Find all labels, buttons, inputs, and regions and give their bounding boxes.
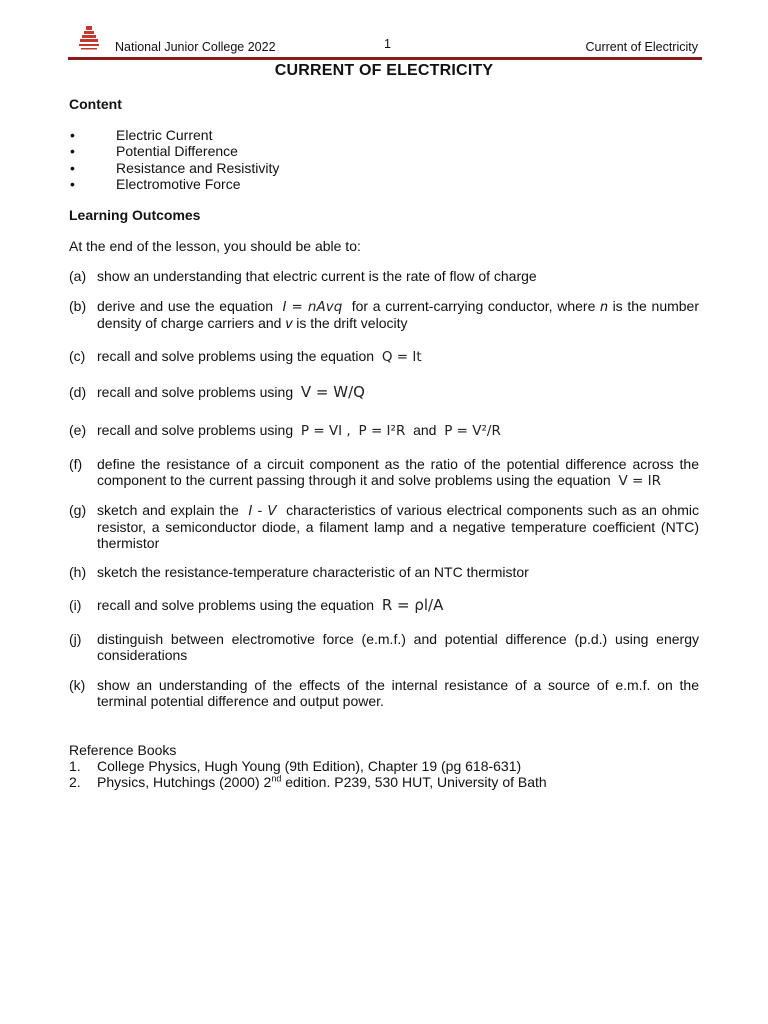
reference-books: [69, 742, 547, 790]
outcome-k: (k) show an understanding of the effects of the internal resistance of a source of e.m.f. on the terminal potential difference and output power.: [69, 677, 699, 709]
equation: I - V: [248, 503, 277, 519]
equation: P = VI ,: [300, 423, 351, 439]
header-divider: [68, 57, 702, 60]
equation: I = nAvq: [282, 299, 343, 315]
equation: V = W/Q: [300, 383, 365, 401]
header-topic: Current of Electricity: [585, 40, 698, 54]
outcome-e: (e) recall and solve problems using P = VI , P = I²R and P = V²/R: [69, 422, 501, 439]
list-item: 1. College Physics, Hugh Young (9th Edition), Chapter 19 (pg 618-631): [69, 758, 522, 774]
references-heading: Reference Books: [69, 742, 177, 758]
equation: Q = It: [381, 349, 422, 365]
list-item: • Resistance and Resistivity: [70, 159, 280, 176]
college-logo-icon: [78, 24, 100, 52]
outcome-h: (h) sketch the resistance-temperature characteristic of an NTC thermistor: [69, 564, 529, 580]
outcome-d: (d) recall and solve problems using V = W/Q: [69, 383, 365, 401]
equation: P = I²R: [358, 423, 406, 439]
outcome-a: (a) show an understanding that electric current is the rate of flow of charge: [69, 268, 537, 284]
outcome-i: (i) recall and solve problems using the equation R = ρl/A: [69, 596, 444, 614]
outcome-g: (g) sketch and explain the I - V characteristics of various electrical components such as an ohmic resistor, a semiconductor diode, a filament lamp and a negative temperature coefficient (NTC) thermistor: [69, 502, 700, 551]
list-item: • Electric Current: [70, 127, 213, 143]
page-number: 1: [384, 37, 391, 51]
outcome-c: (c) recall and solve problems using the equation Q = It: [69, 348, 422, 365]
outcome-f: (f) define the resistance of a circuit component as the ratio of the potential difference across the component to the current passing through it and solve problems using the equation V = IR: [69, 456, 699, 489]
bullet-icon: •: [70, 127, 75, 143]
equation: V = IR: [618, 473, 661, 489]
equation: R = ρl/A: [381, 596, 444, 614]
header-school: National Junior College 2022: [115, 40, 276, 54]
content-list: [69, 127, 279, 192]
learning-outcomes-heading: Learning Outcomes: [69, 207, 201, 223]
list-item: • Electromotive Force: [70, 175, 241, 192]
learning-outcomes-intro: At the end of the lesson, you should be able to:: [69, 238, 361, 254]
list-item: 2. Physics, Hutchings (2000) 2nd edition. P239, 530 HUT, University of Bath: [69, 773, 547, 790]
page-title: CURRENT OF ELECTRICITY: [274, 62, 494, 79]
list-item: • Potential Difference: [70, 143, 238, 160]
bullet-icon: •: [70, 159, 75, 176]
outcome-j: (j) distinguish between electromotive force (e.m.f.) and potential difference (p.d.) using energy considerations: [69, 631, 699, 663]
content-heading: Content: [69, 96, 122, 112]
bullet-icon: •: [70, 143, 75, 160]
bullet-icon: •: [70, 175, 75, 192]
outcome-b: (b) derive and use the equation I = nAvq for a current-carrying conductor, where n is the number density of charge carriers and v is the drift velocity: [69, 298, 699, 331]
equation: P = V²/R: [444, 423, 501, 439]
